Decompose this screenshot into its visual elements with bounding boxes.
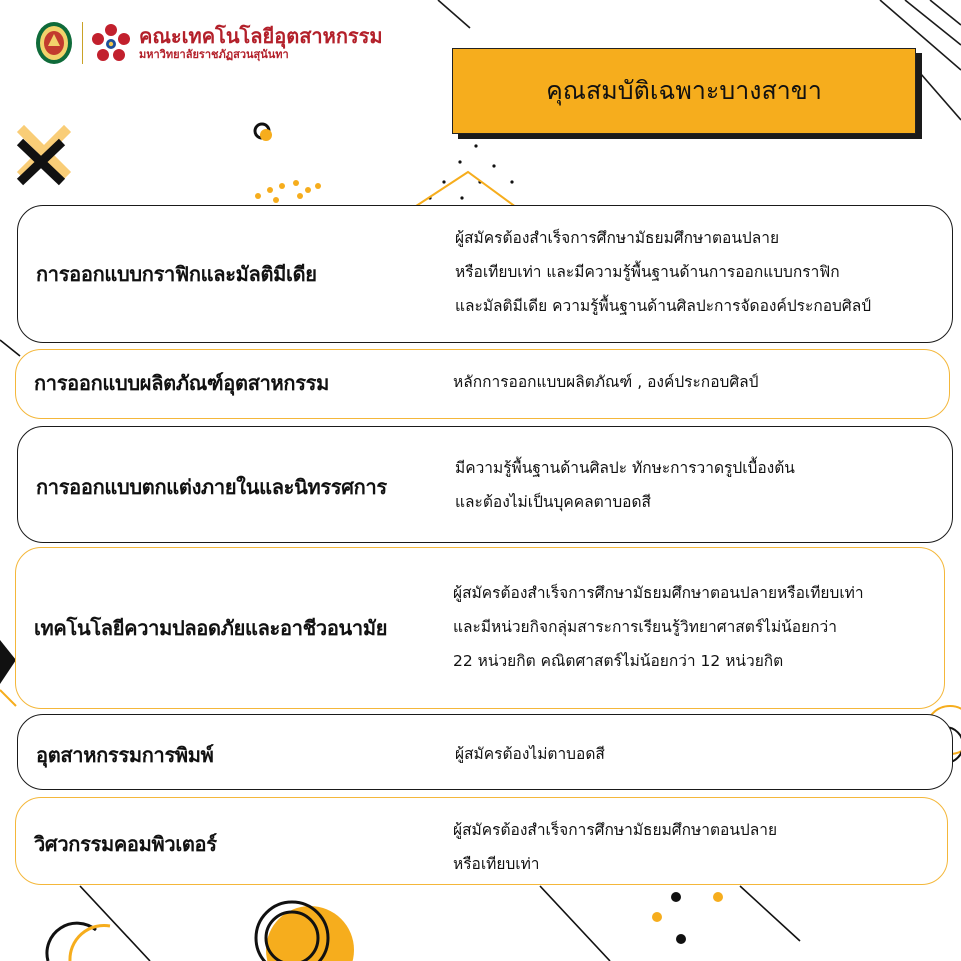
requirement-line: หลักการออกแบบผลิตภัณฑ์ , องค์ประกอบศิลป์ — [453, 373, 759, 391]
program-title: เทคโนโลยีความปลอดภัยและอาชีวอนามัย — [34, 616, 388, 640]
requirement-line: ผู้สมัครต้องสำเร็จการศึกษามัธยมศึกษาตอนปลาย — [453, 821, 778, 839]
program-card — [15, 547, 945, 709]
banner-title: คุณสมบัติเฉพาะบางสาขา — [546, 76, 822, 105]
requirement-line: หรือเทียบเท่า และมีความรู้พื้นฐานด้านการออกแบบกราฟิก — [455, 263, 840, 281]
program-card — [17, 714, 953, 790]
requirement-line: ผู้สมัครต้องไม่ตาบอดสี — [455, 745, 605, 763]
requirement-line: หรือเทียบเท่า — [453, 855, 540, 873]
requirement-line: ผู้สมัครต้องสำเร็จการศึกษามัธยมศึกษาตอนปลาย — [455, 229, 780, 247]
requirement-line: มีความรู้พื้นฐานด้านศิลปะ ทักษะการวาดรูปเบื้องต้น — [455, 459, 795, 477]
program-requirements — [453, 813, 777, 881]
program-requirements — [455, 737, 605, 771]
program-title: การออกแบบผลิตภัณฑ์อุตสาหกรรม — [34, 371, 329, 395]
requirement-line: และมีหน่วยกิจกลุ่มสาระการเรียนรู้วิทยาศาสตร์ไม่น้อยกว่า — [453, 618, 837, 636]
program-requirements — [453, 365, 759, 399]
program-title: อุตสาหกรรมการพิมพ์ — [36, 743, 214, 767]
program-requirements — [455, 221, 871, 323]
brand-text — [139, 24, 383, 62]
program-card — [17, 426, 953, 543]
program-requirements — [453, 576, 864, 678]
header-divider — [82, 22, 83, 64]
requirement-line: 22 หน่วยกิต คณิตศาสตร์ไม่น้อยกว่า 12 หน่วยกิต — [453, 652, 784, 670]
faculty-name: คณะเทคโนโลยีอุตสาหกรรม — [139, 24, 383, 48]
red-flower-logo-icon — [91, 23, 131, 63]
program-card — [15, 349, 950, 419]
program-requirements — [455, 451, 795, 519]
program-title: การออกแบบกราฟิกและมัลติมีเดีย — [36, 262, 317, 286]
requirement-line: และมัลติมีเดีย ความรู้พื้นฐานด้านศิลปะการจัดองค์ประกอบศิลป์ — [455, 297, 872, 315]
program-card — [17, 205, 953, 343]
program-title: การออกแบบตกแต่งภายในและนิทรรศการ — [36, 475, 387, 499]
x-mark-icon — [20, 132, 64, 182]
header — [34, 18, 383, 68]
university-name: มหาวิทยาลัยราชภัฏสวนสุนันทา — [139, 48, 289, 61]
requirement-line: และต้องไม่เป็นบุคคลตาบอดสี — [455, 493, 652, 511]
university-seal-icon — [34, 20, 74, 66]
requirement-line: ผู้สมัครต้องสำเร็จการศึกษามัธยมศึกษาตอนปลายหรือเทียบเท่า — [453, 584, 864, 602]
program-title: วิศวกรรมคอมพิวเตอร์ — [34, 832, 217, 856]
title-banner — [452, 48, 916, 134]
program-card — [15, 797, 948, 885]
